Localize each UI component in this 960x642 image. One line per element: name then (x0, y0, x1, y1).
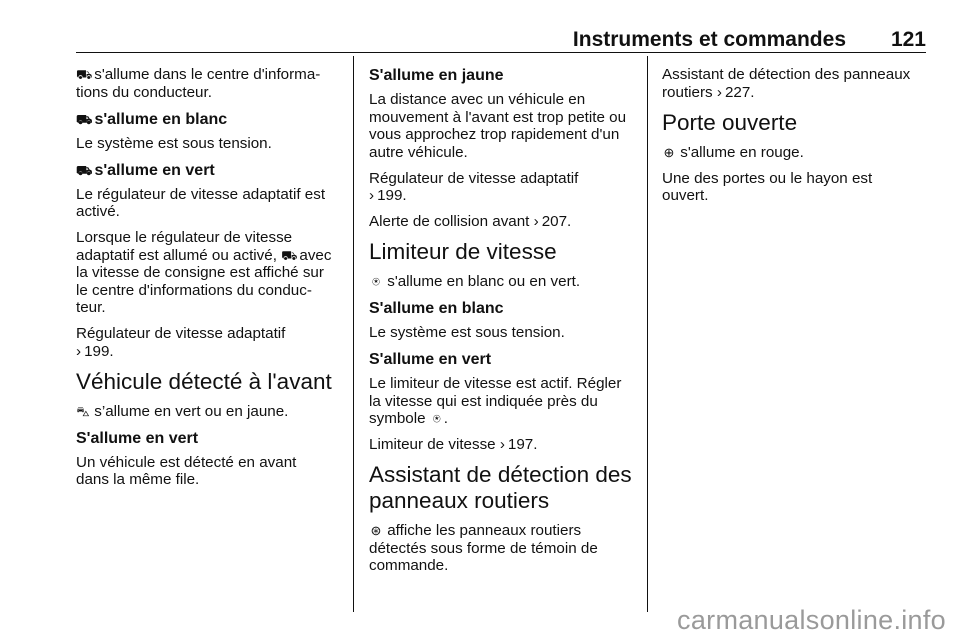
column-2 (369, 66, 637, 583)
paragraph-white: Le système est sous tension. (76, 134, 272, 152)
heading-limiter-white: S'allume en blanc (369, 300, 504, 317)
speed-limiter-icon: ⍟ (432, 411, 441, 426)
reference-sign-assistant[interactable]: Assistant de détection des panneaux routiers › 227. (662, 66, 911, 101)
paragraph-door-red: ⊕ s'allume en rouge. (663, 143, 804, 161)
page-ref-arrow-icon: › (369, 187, 375, 204)
heading-sign-assistant: Assistant de détection des panneaux routiers (369, 462, 632, 513)
heading-limiter-green: S'allume en vert (369, 351, 492, 368)
cruise-control-icon: ⛟ (281, 247, 298, 263)
page-header (76, 26, 926, 54)
paragraph-vehicle: ⛍ s’allume en vert ou en jaune. (76, 402, 289, 420)
paragraph-setpoint: Lorsque le régulateur de vitesse adaptatif est allumé ou activé, ⛟ avec la vitesse de consigne est affiché sur le centre d'informations du conduc- teur. (76, 229, 332, 316)
door-open-icon: ⊕ (663, 144, 675, 160)
cruise-control-icon: ⛟ (76, 111, 93, 127)
heading-lights-yellow: S'allume en jaune (369, 67, 504, 84)
heading-lights-white: ⛟ s'allume en blanc (76, 110, 228, 128)
paragraph-vehicle-green: Un véhicule est détecté en avant dans la même file. (76, 453, 297, 488)
reference-collision-alert[interactable]: Alerte de collision avant › 207. (369, 213, 572, 230)
paragraph-limiter-green: Le limiteur de vitesse est actif. Régler la vitesse qui est indiquée près du symbole ⍟ . (369, 375, 622, 427)
page-ref-arrow-icon: › (716, 83, 722, 101)
paragraph-sign-assistant: ⊛ affiche les panneaux routiers détectés sous forme de témoin de commande. (369, 522, 598, 574)
traffic-sign-icon: ⊛ (370, 523, 382, 538)
paragraph-limiter-white: Le système est sous tension. (369, 324, 565, 341)
page-ref-arrow-icon: › (499, 436, 505, 453)
page-number: 121 (890, 28, 926, 51)
page-ref-arrow-icon: › (533, 213, 539, 230)
paragraph-cruise-intro: ⛟ s'allume dans le centre d'informa- tions du conducteur. (76, 66, 321, 101)
header-rule (76, 52, 926, 53)
heading-speed-limiter: Limiteur de vitesse (369, 239, 557, 264)
watermark: carmanualsonline.info (677, 605, 946, 635)
reference-adaptive-cruise[interactable]: Régulateur de vitesse adaptatif › 199. (76, 325, 286, 360)
column-1 (76, 66, 344, 497)
heading-vehicle-green: S'allume en vert (76, 429, 199, 447)
page-ref-arrow-icon: › (76, 342, 82, 360)
car-icon: ⛍ (76, 403, 90, 419)
heading-door-open: Porte ouverte (662, 109, 798, 135)
cruise-control-icon: ⛟ (76, 162, 93, 178)
cruise-control-icon: ⛟ (76, 67, 93, 82)
section-title: Instruments et commandes (572, 28, 846, 51)
paragraph-yellow: La distance avec un véhicule en mouvement à l'avant est trop petite ou vous approchez trop rapidement d'un autre véhicule. (369, 91, 627, 161)
column-divider-2 (647, 56, 648, 612)
reference-adaptive-cruise[interactable]: Régulateur de vitesse adaptatif › 199. (369, 169, 579, 204)
paragraph-green: Le régulateur de vitesse adaptatif est activé. (76, 185, 326, 220)
heading-vehicle-detected: Véhicule détecté à l'avant (76, 368, 332, 394)
heading-lights-green: ⛟ s'allume en vert (76, 161, 215, 179)
speed-limiter-icon: ⍟ (372, 274, 380, 289)
paragraph-limiter: ⍟ s'allume en blanc ou en vert. (369, 273, 637, 291)
column-3 (662, 66, 928, 213)
column-divider-1 (353, 56, 354, 612)
paragraph-door: Une des portes ou le hayon est ouvert. (662, 169, 873, 204)
reference-speed-limiter[interactable]: Limiteur de vitesse › 197. (369, 436, 538, 453)
